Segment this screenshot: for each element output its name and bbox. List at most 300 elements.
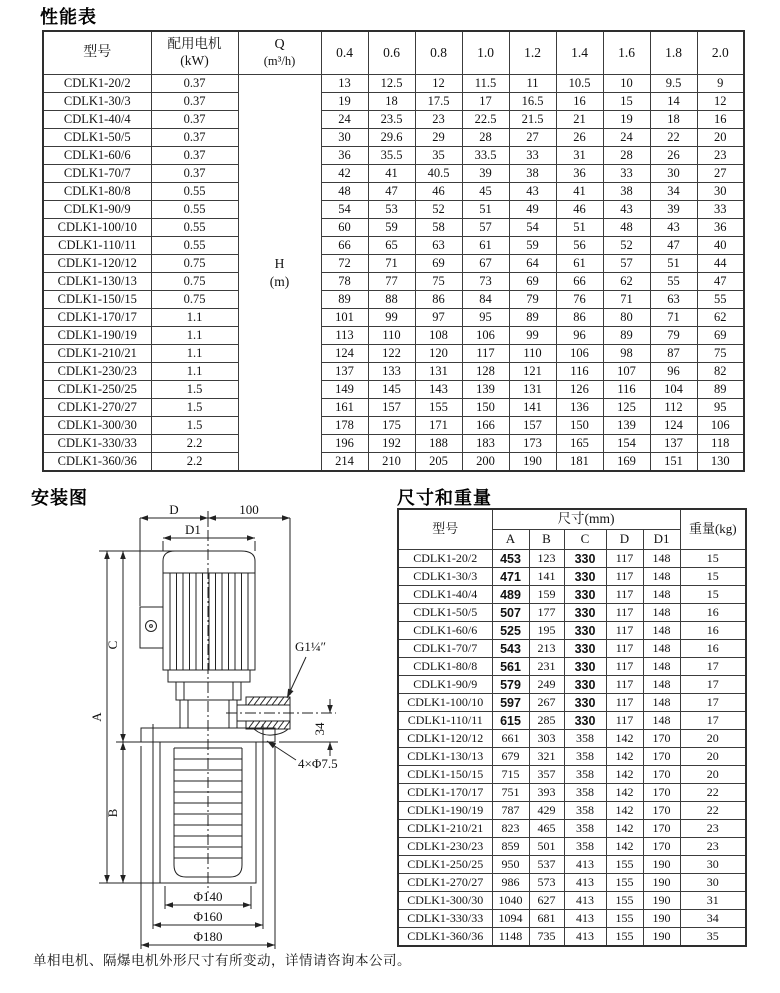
- head-value-cell: 59: [368, 219, 415, 237]
- head-value-cell: 192: [368, 435, 415, 453]
- dimension-value-cell: 148: [643, 640, 680, 658]
- dimensions-row: [398, 874, 746, 892]
- dimension-value-cell: 597: [492, 694, 529, 712]
- flow-q-header: [238, 31, 321, 75]
- head-value-cell: 155: [415, 399, 462, 417]
- dimensions-row: [398, 550, 746, 568]
- head-value-cell: 46: [415, 183, 462, 201]
- head-value-cell: 34: [650, 183, 697, 201]
- head-value-cell: 19: [603, 111, 650, 129]
- model-cell: CDLK1-230/23: [398, 838, 492, 856]
- dim-label-phi180: Φ180: [193, 929, 223, 944]
- dims-subcolumn-header: A: [492, 530, 529, 550]
- dimensions-row: [398, 820, 746, 838]
- head-value-cell: 196: [321, 435, 368, 453]
- dimension-value-cell: 34: [680, 910, 746, 928]
- dimension-value-cell: 148: [643, 658, 680, 676]
- motor-kw-cell: 0.37: [151, 93, 238, 111]
- model-cell: CDLK1-130/13: [398, 748, 492, 766]
- head-value-cell: 104: [650, 381, 697, 399]
- head-value-cell: 99: [509, 327, 556, 345]
- dimensions-row: [398, 640, 746, 658]
- dims-subcolumn-header: B: [529, 530, 564, 550]
- model-cell: CDLK1-60/6: [43, 147, 151, 165]
- dimension-value-cell: 787: [492, 802, 529, 820]
- dimensions-row: [398, 658, 746, 676]
- dimension-value-cell: 615: [492, 712, 529, 730]
- q-header-line1: Q: [274, 36, 285, 52]
- dimension-value-cell: 465: [529, 820, 564, 838]
- dimension-value-cell: 330: [564, 604, 606, 622]
- head-value-cell: 22.5: [462, 111, 509, 129]
- head-value-cell: 39: [462, 165, 509, 183]
- dimension-c: [105, 551, 141, 742]
- head-value-cell: 80: [603, 309, 650, 327]
- head-value-cell: 27: [697, 165, 744, 183]
- head-value-cell: 58: [415, 219, 462, 237]
- dimensions-row: [398, 928, 746, 947]
- performance-header-row: [43, 31, 744, 75]
- head-value-cell: 118: [697, 435, 744, 453]
- dimension-value-cell: 358: [564, 784, 606, 802]
- head-value-cell: 120: [415, 345, 462, 363]
- dim-label-c: C: [105, 640, 120, 650]
- head-value-cell: 154: [603, 435, 650, 453]
- dimension-value-cell: 330: [564, 694, 606, 712]
- dimension-value-cell: 573: [529, 874, 564, 892]
- head-value-cell: 46: [556, 201, 603, 219]
- motor-kw-cell: 0.37: [151, 111, 238, 129]
- head-value-cell: 130: [697, 453, 744, 472]
- motor-fins: [170, 573, 248, 670]
- dimension-value-cell: 471: [492, 568, 529, 586]
- performance-row: [43, 111, 744, 129]
- dimension-value-cell: 413: [564, 892, 606, 910]
- head-value-cell: 99: [368, 309, 415, 327]
- dimension-value-cell: 330: [564, 640, 606, 658]
- model-cell: CDLK1-110/11: [398, 712, 492, 730]
- head-value-cell: 26: [556, 129, 603, 147]
- model-cell: CDLK1-330/33: [43, 435, 151, 453]
- head-value-cell: 200: [462, 453, 509, 472]
- head-value-cell: 11.5: [462, 75, 509, 93]
- head-value-cell: 45: [462, 183, 509, 201]
- performance-row: [43, 291, 744, 309]
- dimension-value-cell: 17: [680, 694, 746, 712]
- junction-box-hole: [146, 621, 157, 632]
- head-value-cell: 151: [650, 453, 697, 472]
- head-value-cell: 165: [556, 435, 603, 453]
- head-value-cell: 64: [509, 255, 556, 273]
- head-value-cell: 49: [509, 201, 556, 219]
- dimension-value-cell: 330: [564, 658, 606, 676]
- dimension-value-cell: 22: [680, 784, 746, 802]
- dims-model-header: 型号: [398, 509, 492, 550]
- dimension-value-cell: 413: [564, 928, 606, 947]
- model-cell: CDLK1-330/33: [398, 910, 492, 928]
- dimension-value-cell: 117: [606, 658, 643, 676]
- performance-row: [43, 129, 744, 147]
- head-value-cell: 89: [697, 381, 744, 399]
- head-value-cell: 173: [509, 435, 556, 453]
- motor-kw-cell: 0.75: [151, 291, 238, 309]
- head-value-cell: 30: [650, 165, 697, 183]
- head-value-cell: 107: [603, 363, 650, 381]
- head-value-cell: 95: [462, 309, 509, 327]
- head-value-cell: 10.5: [556, 75, 603, 93]
- model-cell: CDLK1-20/2: [398, 550, 492, 568]
- head-value-cell: 72: [321, 255, 368, 273]
- dimension-value-cell: 1094: [492, 910, 529, 928]
- dimensions-row: [398, 784, 746, 802]
- dimension-value-cell: 142: [606, 838, 643, 856]
- head-value-cell: 97: [415, 309, 462, 327]
- head-value-cell: 55: [697, 291, 744, 309]
- dimension-value-cell: 155: [606, 856, 643, 874]
- motor-kw-cell: 0.75: [151, 255, 238, 273]
- performance-row: [43, 165, 744, 183]
- dim-label-b: B: [105, 808, 120, 818]
- head-value-cell: 131: [415, 363, 462, 381]
- motor-kw-cell: 0.37: [151, 165, 238, 183]
- motor-kw-cell: 0.55: [151, 237, 238, 255]
- head-value-cell: 23: [697, 147, 744, 165]
- flow-column-header: 0.4: [321, 31, 368, 75]
- head-value-cell: 18: [650, 111, 697, 129]
- dimension-value-cell: 31: [680, 892, 746, 910]
- head-value-cell: 35.5: [368, 147, 415, 165]
- motor-kw-cell: 0.55: [151, 183, 238, 201]
- dimension-value-cell: 453: [492, 550, 529, 568]
- dimension-value-cell: 1148: [492, 928, 529, 947]
- dimension-value-cell: 321: [529, 748, 564, 766]
- dims-subcolumn-header: D1: [643, 530, 680, 550]
- head-value-cell: 54: [321, 201, 368, 219]
- model-cell: CDLK1-120/12: [398, 730, 492, 748]
- head-value-cell: 66: [321, 237, 368, 255]
- head-value-cell: 79: [650, 327, 697, 345]
- head-value-cell: 73: [462, 273, 509, 291]
- performance-row: [43, 363, 744, 381]
- flow-column-header: 1.6: [603, 31, 650, 75]
- motor-kw-cell: 0.37: [151, 147, 238, 165]
- dimension-value-cell: 148: [643, 694, 680, 712]
- dimension-value-cell: 142: [606, 730, 643, 748]
- dimension-value-cell: 148: [643, 604, 680, 622]
- dims-size-header: 尺寸(mm): [492, 509, 680, 530]
- head-value-cell: 169: [603, 453, 650, 472]
- head-value-cell: 11: [509, 75, 556, 93]
- head-value-cell: 57: [462, 219, 509, 237]
- head-value-cell: 110: [509, 345, 556, 363]
- dimension-value-cell: 393: [529, 784, 564, 802]
- dimension-value-cell: 413: [564, 874, 606, 892]
- dimension-a: [89, 551, 208, 883]
- dimension-value-cell: 159: [529, 586, 564, 604]
- head-value-cell: 136: [556, 399, 603, 417]
- flow-column-header: 1.8: [650, 31, 697, 75]
- head-value-cell: 33: [603, 165, 650, 183]
- head-value-cell: 33.5: [462, 147, 509, 165]
- head-value-cell: 22: [650, 129, 697, 147]
- dimension-value-cell: 358: [564, 820, 606, 838]
- model-cell: CDLK1-250/25: [43, 381, 151, 399]
- model-cell: CDLK1-40/4: [43, 111, 151, 129]
- head-value-cell: 76: [556, 291, 603, 309]
- performance-row: [43, 237, 744, 255]
- head-value-cell: 59: [509, 237, 556, 255]
- dimension-value-cell: 17: [680, 712, 746, 730]
- dim-label-phi160: Φ160: [193, 909, 223, 924]
- model-cell: CDLK1-20/2: [43, 75, 151, 93]
- dimension-value-cell: 413: [564, 856, 606, 874]
- model-cell: CDLK1-190/19: [43, 327, 151, 345]
- head-value-cell: 141: [509, 399, 556, 417]
- model-cell: CDLK1-30/3: [398, 568, 492, 586]
- model-cell: CDLK1-100/10: [43, 219, 151, 237]
- dimension-value-cell: 190: [643, 892, 680, 910]
- dimension-value-cell: 170: [643, 784, 680, 802]
- head-value-cell: 51: [650, 255, 697, 273]
- model-cell: CDLK1-50/5: [398, 604, 492, 622]
- head-value-cell: 29.6: [368, 129, 415, 147]
- dimension-value-cell: 986: [492, 874, 529, 892]
- dimension-value-cell: 117: [606, 586, 643, 604]
- flow-column-header: 1.4: [556, 31, 603, 75]
- motor-kw-cell: 2.2: [151, 453, 238, 472]
- dimension-value-cell: 117: [606, 712, 643, 730]
- head-value-cell: 41: [368, 165, 415, 183]
- head-value-cell: 145: [368, 381, 415, 399]
- dimension-value-cell: 195: [529, 622, 564, 640]
- dimension-value-cell: 357: [529, 766, 564, 784]
- flow-column-header: 1.2: [509, 31, 556, 75]
- dimension-value-cell: 123: [529, 550, 564, 568]
- head-value-cell: 29: [415, 129, 462, 147]
- model-cell: CDLK1-70/7: [398, 640, 492, 658]
- motor-kw-cell: 1.1: [151, 363, 238, 381]
- head-value-cell: 108: [415, 327, 462, 345]
- dimensions-row: [398, 694, 746, 712]
- dimensions-table-title: 尺寸和重量: [397, 488, 492, 508]
- performance-row: [43, 183, 744, 201]
- dimension-value-cell: 117: [606, 604, 643, 622]
- dimension-value-cell: 142: [606, 748, 643, 766]
- dimensions-row: [398, 748, 746, 766]
- performance-row: [43, 453, 744, 472]
- head-value-cell: 48: [321, 183, 368, 201]
- head-value-cell: 210: [368, 453, 415, 472]
- head-value-cell: 38: [603, 183, 650, 201]
- head-value-cell: 17: [462, 93, 509, 111]
- dimension-value-cell: 735: [529, 928, 564, 947]
- model-cell: CDLK1-50/5: [43, 129, 151, 147]
- head-value-cell: 71: [368, 255, 415, 273]
- performance-row: [43, 345, 744, 363]
- dimension-value-cell: 330: [564, 568, 606, 586]
- dimension-value-cell: 142: [606, 820, 643, 838]
- dimension-value-cell: 170: [643, 730, 680, 748]
- dim-label-d: D: [169, 505, 179, 517]
- dimension-value-cell: 155: [606, 910, 643, 928]
- head-value-cell: 21.5: [509, 111, 556, 129]
- performance-row: [43, 399, 744, 417]
- dimension-value-cell: 16: [680, 604, 746, 622]
- head-value-cell: 10: [603, 75, 650, 93]
- head-value-cell: 205: [415, 453, 462, 472]
- performance-row: [43, 147, 744, 165]
- dim-label-phi140: Φ140: [193, 889, 223, 904]
- installation-drawing: [40, 505, 390, 955]
- dimension-value-cell: 17: [680, 658, 746, 676]
- dimension-value-cell: 303: [529, 730, 564, 748]
- dimension-value-cell: 525: [492, 622, 529, 640]
- model-cell: CDLK1-80/8: [43, 183, 151, 201]
- dim-label-34: 34: [312, 722, 327, 736]
- dimension-value-cell: 15: [680, 586, 746, 604]
- motor-kw-cell: 1.1: [151, 345, 238, 363]
- dimensions-row: [398, 892, 746, 910]
- head-value-cell: 19: [321, 93, 368, 111]
- dimension-value-cell: 155: [606, 874, 643, 892]
- head-value-cell: 183: [462, 435, 509, 453]
- head-value-cell: 33: [697, 201, 744, 219]
- head-value-cell: 69: [697, 327, 744, 345]
- head-value-cell: 63: [650, 291, 697, 309]
- motor-header-line1: 配用电机: [167, 36, 222, 52]
- head-value-cell: 75: [415, 273, 462, 291]
- head-value-cell: 116: [603, 381, 650, 399]
- head-value-cell: 47: [650, 237, 697, 255]
- dimension-value-cell: 30: [680, 874, 746, 892]
- head-value-cell: 55: [650, 273, 697, 291]
- head-value-cell: 66: [556, 273, 603, 291]
- head-value-cell: 24: [321, 111, 368, 129]
- head-value-cell: 39: [650, 201, 697, 219]
- head-value-cell: 16: [556, 93, 603, 111]
- head-value-cell: 28: [462, 129, 509, 147]
- mounting-holes-callout: [265, 738, 337, 771]
- performance-row: [43, 381, 744, 399]
- flow-column-header: 2.0: [697, 31, 744, 75]
- head-value-cell: 26: [650, 147, 697, 165]
- head-value-cell: 20: [697, 129, 744, 147]
- dimension-value-cell: 537: [529, 856, 564, 874]
- dimension-value-cell: 23: [680, 820, 746, 838]
- model-cell: CDLK1-230/23: [43, 363, 151, 381]
- dimension-value-cell: 543: [492, 640, 529, 658]
- head-value-cell: 75: [697, 345, 744, 363]
- head-value-cell: 96: [650, 363, 697, 381]
- head-value-cell: 16: [697, 111, 744, 129]
- head-value-cell: 128: [462, 363, 509, 381]
- dimension-value-cell: 213: [529, 640, 564, 658]
- head-value-cell: 77: [368, 273, 415, 291]
- dimension-value-cell: 489: [492, 586, 529, 604]
- dimensions-row: [398, 838, 746, 856]
- dimension-value-cell: 148: [643, 712, 680, 730]
- head-value-cell: 166: [462, 417, 509, 435]
- dimension-value-cell: 117: [606, 676, 643, 694]
- head-value-cell: 126: [556, 381, 603, 399]
- dimension-value-cell: 117: [606, 640, 643, 658]
- dimension-value-cell: 231: [529, 658, 564, 676]
- head-value-cell: 16.5: [509, 93, 556, 111]
- dimension-value-cell: 148: [643, 586, 680, 604]
- head-value-cell: 149: [321, 381, 368, 399]
- dimension-value-cell: 177: [529, 604, 564, 622]
- flow-column-header: 1.0: [462, 31, 509, 75]
- head-value-cell: 47: [368, 183, 415, 201]
- dims-subcolumn-header: C: [564, 530, 606, 550]
- dimension-value-cell: 170: [643, 820, 680, 838]
- head-value-cell: 95: [697, 399, 744, 417]
- dimensions-row: [398, 568, 746, 586]
- dimension-value-cell: 330: [564, 550, 606, 568]
- head-value-cell: 82: [697, 363, 744, 381]
- motor-kw-cell: 1.5: [151, 417, 238, 435]
- dimension-value-cell: 117: [606, 694, 643, 712]
- dimensions-weight-table: [397, 508, 747, 947]
- head-value-cell: 78: [321, 273, 368, 291]
- model-cell: CDLK1-130/13: [43, 273, 151, 291]
- dimension-value-cell: 190: [643, 856, 680, 874]
- dimension-value-cell: 23: [680, 838, 746, 856]
- q-header-line2: (m³/h): [263, 54, 296, 69]
- dimension-value-cell: 579: [492, 676, 529, 694]
- head-value-cell: 54: [509, 219, 556, 237]
- performance-row: [43, 201, 744, 219]
- dimension-value-cell: 117: [606, 550, 643, 568]
- head-value-cell: 150: [462, 399, 509, 417]
- performance-row: [43, 75, 744, 93]
- head-value-cell: 98: [603, 345, 650, 363]
- head-value-cell: 101: [321, 309, 368, 327]
- head-value-cell: 171: [415, 417, 462, 435]
- head-value-cell: 30: [697, 183, 744, 201]
- head-value-cell: 143: [415, 381, 462, 399]
- dimensions-row: [398, 712, 746, 730]
- dimension-phi140: [165, 886, 251, 909]
- performance-row: [43, 327, 744, 345]
- installation-drawing-title: 安装图: [31, 488, 88, 508]
- dimension-value-cell: 30: [680, 856, 746, 874]
- model-cell: CDLK1-100/10: [398, 694, 492, 712]
- model-cell: CDLK1-170/17: [43, 309, 151, 327]
- dimensions-row: [398, 802, 746, 820]
- head-value-cell: 137: [650, 435, 697, 453]
- dimension-value-cell: 148: [643, 568, 680, 586]
- head-value-cell: 86: [556, 309, 603, 327]
- dimension-value-cell: 429: [529, 802, 564, 820]
- head-value-cell: 38: [509, 165, 556, 183]
- head-value-cell: 150: [556, 417, 603, 435]
- head-value-cell: 175: [368, 417, 415, 435]
- head-value-cell: 117: [462, 345, 509, 363]
- model-cell: CDLK1-110/11: [43, 237, 151, 255]
- motor-kw-cell: 1.5: [151, 381, 238, 399]
- head-value-cell: 9.5: [650, 75, 697, 93]
- head-value-cell: 41: [556, 183, 603, 201]
- head-unit-cell: H (m): [238, 75, 321, 472]
- performance-table-title: 性能表: [40, 7, 97, 27]
- head-value-cell: 14: [650, 93, 697, 111]
- dimension-value-cell: 358: [564, 802, 606, 820]
- head-value-cell: 52: [415, 201, 462, 219]
- model-cell: CDLK1-120/12: [43, 255, 151, 273]
- dimension-value-cell: 751: [492, 784, 529, 802]
- head-value-cell: 106: [462, 327, 509, 345]
